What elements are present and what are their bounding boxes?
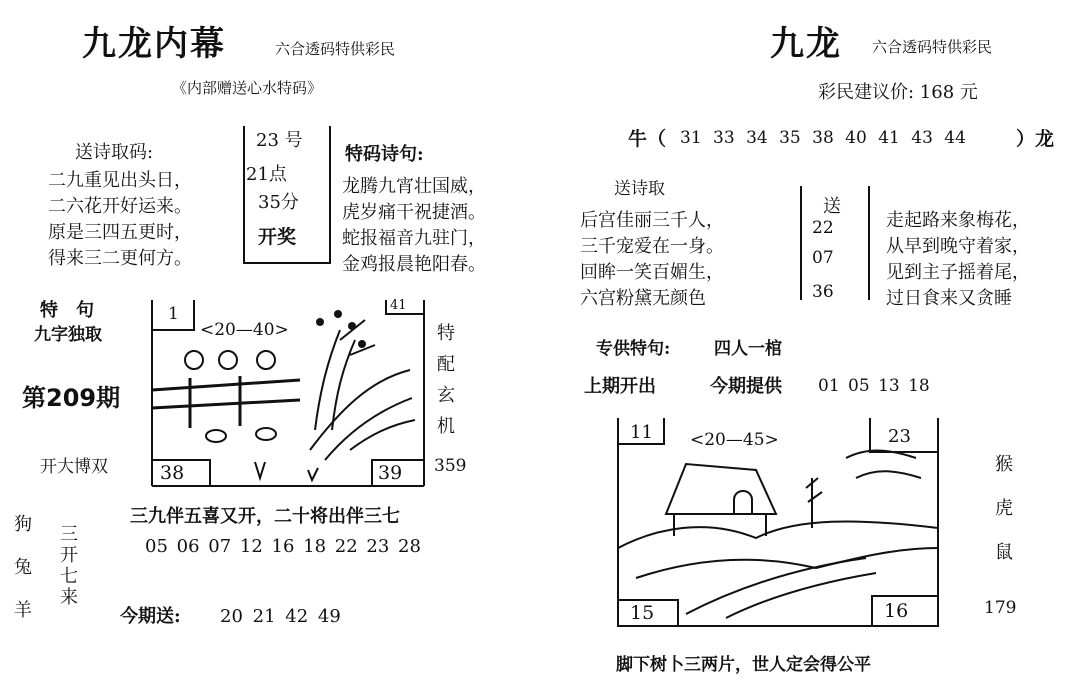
- draw-hour: 21点: [246, 164, 287, 185]
- poem-line: 三千宠爱在一身。: [580, 236, 724, 257]
- left-pic-top-right: 41: [390, 298, 407, 313]
- poem-line: 回眸一笑百媚生，: [580, 262, 724, 283]
- today-label: 今期送:: [120, 606, 181, 627]
- poem-line: 原是三四五更时，: [48, 222, 192, 243]
- left-title: 九龙内幕: [82, 24, 226, 64]
- animal: 猴: [995, 454, 1013, 475]
- draw-minute: 35分: [258, 192, 299, 213]
- this-label: 今期提供: [710, 376, 782, 397]
- right-pic-top-right: 23: [888, 426, 911, 447]
- special-poem-label: 特码诗句:: [345, 144, 424, 165]
- left-phrase: 三九伴五喜又开，二十将出伴三七: [130, 506, 400, 527]
- send-label: 送: [823, 196, 841, 217]
- kai-label: 开大博双: [40, 457, 108, 477]
- poem-line: 后宫佳丽三千人，: [580, 210, 724, 231]
- poem-line: 走起路来象梅花，: [886, 210, 1030, 231]
- draw-label: 开奖: [258, 226, 297, 248]
- te-ju-text: 九字独取: [34, 325, 102, 345]
- right-pic-top-left: 11: [630, 422, 653, 443]
- animal: 鼠: [995, 542, 1013, 563]
- te-ju-label: 特 句: [40, 300, 94, 321]
- special-text: 四人一棺: [714, 339, 782, 359]
- special-label: 专供特句:: [596, 339, 671, 359]
- animal: 虎: [995, 498, 1013, 519]
- right-price: 彩民建议价: 168 元: [818, 82, 978, 103]
- vertical-char: 配: [437, 354, 455, 375]
- send-number: 36: [812, 282, 834, 302]
- right-title: 九龙: [770, 24, 842, 64]
- animal: 羊: [14, 600, 32, 621]
- left-numbers: 05 06 07 12 16 18 22 23 28: [145, 536, 421, 557]
- bottom-phrase: 脚下树卜三两片，世人定会得公平: [616, 655, 871, 675]
- vertical-char: 三: [60, 524, 78, 545]
- niu-numbers: 31 33 34 35 38 40 41 43 44: [680, 128, 966, 148]
- poem-line: 得来三二更何方。: [48, 248, 192, 269]
- right-side-number: 179: [984, 598, 1017, 618]
- poem-line: 蛇报福音九驻门，: [342, 228, 486, 249]
- right-poem-label: 送诗取: [614, 179, 665, 199]
- poem-line: 见到主子摇着尾，: [886, 262, 1030, 283]
- niu-end: ）龙: [1016, 128, 1055, 150]
- left-inner-tag: 《内部赠送心水特码》: [172, 79, 323, 97]
- right-subtitle: 六合透码特供彩民: [872, 38, 993, 56]
- right-pic-bottom-right: 16: [884, 600, 909, 622]
- poem-line: 金鸡报晨艳阳春。: [342, 254, 486, 275]
- niu-label: 牛（: [628, 128, 667, 150]
- today-numbers: 20 21 42 49: [220, 606, 341, 627]
- left-side-vertical: [437, 318, 455, 442]
- left-pic-bottom-left: 38: [160, 462, 185, 484]
- poem-line: 二六花开好运来。: [48, 196, 192, 217]
- vertical-char: 特: [437, 323, 455, 344]
- this-numbers: 01 05 13 18: [818, 376, 930, 396]
- vertical-char: 机: [437, 416, 455, 437]
- poem-line: 龙腾九宵壮国威，: [342, 176, 486, 197]
- vertical-char: 开: [60, 545, 78, 566]
- vertical-phrase: [60, 524, 78, 608]
- last-label: 上期开出: [584, 376, 656, 397]
- divider: [800, 186, 802, 300]
- send-number: 07: [812, 248, 834, 268]
- poem-line: 二九重见出头日，: [48, 170, 192, 191]
- right-poem-2: [886, 208, 1030, 312]
- right-pic-bottom-left: 15: [630, 602, 655, 624]
- left-subtitle: 六合透码特供彩民: [275, 40, 396, 58]
- special-poem: [342, 174, 486, 278]
- left-poem-label: 送诗取码:: [75, 142, 154, 163]
- vertical-char: 来: [60, 587, 78, 608]
- poem-line: 虎岁痛干祝捷酒。: [342, 202, 486, 223]
- issue-number: 第209期: [22, 384, 121, 412]
- poem-line: 从早到晚守着家，: [886, 236, 1030, 257]
- animal: 狗: [14, 514, 32, 535]
- poem-line: 过日食来又贪睡: [886, 288, 1012, 309]
- left-poem: [48, 168, 192, 272]
- poem-line: 六宫粉黛无颜色: [580, 288, 706, 309]
- right-poem: [580, 208, 724, 312]
- vertical-char: 玄: [437, 385, 455, 406]
- left-pic-bottom-right: 39: [378, 462, 403, 484]
- animal: 兔: [14, 557, 32, 578]
- send-number: 22: [812, 218, 834, 238]
- divider: [868, 186, 870, 300]
- left-pic-top-left: 1: [168, 304, 179, 324]
- left-side-number: 359: [434, 456, 467, 476]
- vertical-char: 七: [60, 566, 78, 587]
- left-range-label: <20—40>: [200, 320, 289, 340]
- draw-issue-no: 23 号: [256, 130, 303, 151]
- right-range-label: <20—45>: [690, 430, 779, 450]
